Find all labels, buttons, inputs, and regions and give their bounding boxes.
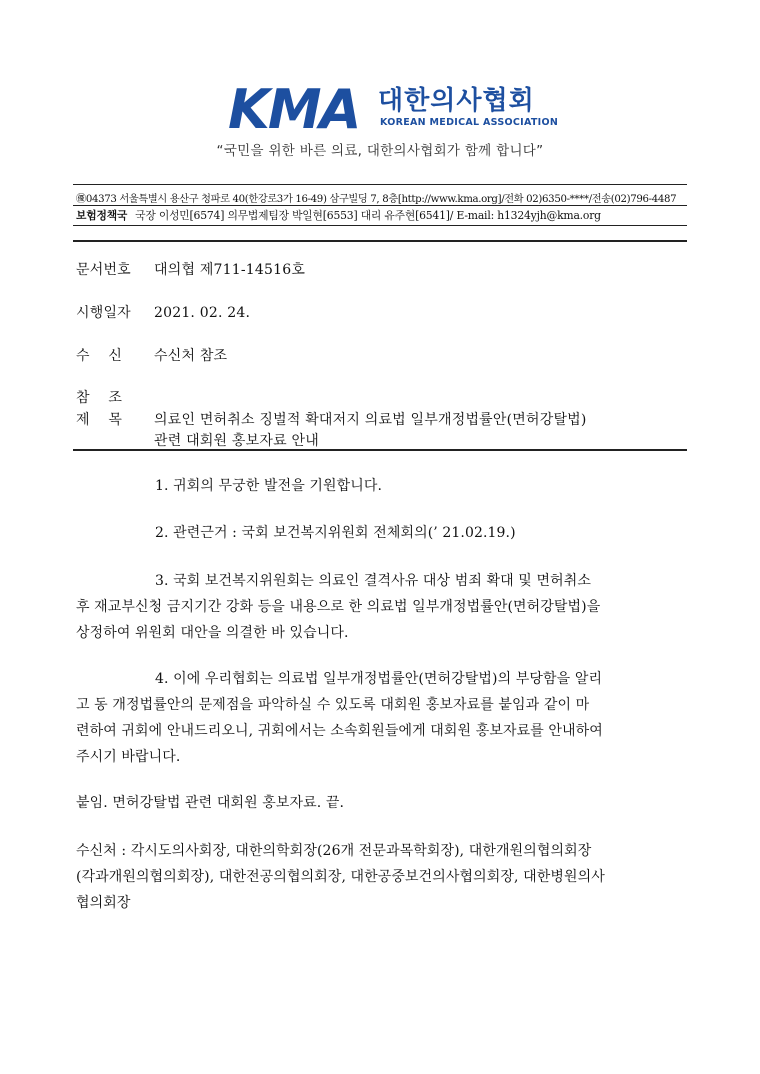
- date-value: 2021. 02. 24.: [154, 305, 251, 321]
- slogan: “국민을 위한 바른 의료, 대한의사협회가 함께 합니다”: [216, 143, 544, 159]
- doc-number-row: [76, 259, 305, 279]
- date-label: 시행일자: [76, 305, 131, 321]
- address-line: ㊝04373 서울특별시 용산구 청파로 40(한강로3가 16-49) 삼구빌딩 7, 8층[http://www.kma.org]/전화 02)6350-****/전송(02)796-4487: [76, 194, 677, 205]
- subject-row: [76, 409, 587, 429]
- recipient-label: 수 신: [76, 348, 123, 364]
- paragraph-4-line-1: 4. 이에 우리협회는 의료법 일부개정법률안(면허강탈법)의 부당함을 알리: [155, 671, 603, 687]
- doc-number-label: 문서번호: [76, 262, 131, 278]
- subject-label: 제 목: [76, 412, 123, 428]
- date-row: [76, 302, 250, 322]
- letterhead-logo: [228, 78, 568, 141]
- subject-line-2: 관련 대회원 홍보자료 안내: [154, 433, 319, 449]
- attachment-note: 붙임. 면허강탈법 관련 대회원 홍보자료. 끝.: [76, 795, 345, 811]
- department-name: 보험정책국: [76, 209, 128, 222]
- recipients-line-2: (각과개원의협의회장), 대한전공의협의회장, 대한공중보건의사협의회장, 대한병원의사: [76, 869, 605, 885]
- contact-line: [76, 208, 688, 223]
- recipient-row: [76, 345, 227, 365]
- paragraph-4-line-2: 고 동 개정법률안의 문제점을 파악하실 수 있도록 대회원 홍보자료를 붙임과 같이 마: [76, 697, 590, 713]
- subject-rule: [73, 449, 687, 451]
- header-thick-rule: [73, 240, 687, 242]
- recipients-line-3: 협의회장: [76, 895, 131, 911]
- org-name-english: KOREAN MEDICAL ASSOCIATION: [380, 117, 559, 128]
- doc-number-value: 대의협 제711-14516호: [154, 262, 306, 278]
- subject-line-1: 의료인 면허취소 징벌적 확대저지 의료법 일부개정법률안(면허강탈법): [154, 412, 587, 428]
- org-name-korean: 대한의사협회: [378, 86, 535, 116]
- paragraph-1: 1. 귀회의 무궁한 발전을 기원합니다.: [155, 478, 383, 494]
- reference-row: [76, 387, 154, 407]
- header-top-rule: [73, 184, 687, 185]
- kma-logo-mark: KMA: [228, 78, 360, 141]
- paragraph-4-line-3: 련하여 귀회에 안내드리오니, 귀회에서는 소속회원들에게 대회원 홍보자료를 안내하여: [76, 723, 603, 739]
- contact-persons: 국장 이성민[6574] 의무법제팀장 박일현[6553] 대리 유주현[6541]/ E-mail: h1324yjh@kma.org: [135, 209, 601, 222]
- paragraph-4-line-4: 주시기 바랍니다.: [76, 749, 181, 765]
- recipient-value: 수신처 참조: [154, 348, 228, 364]
- paragraph-3-line-2: 후 재교부신청 금지기간 강화 등을 내용으로 한 의료법 일부개정법률안(면허강탈법)을: [76, 599, 601, 615]
- header-middle-rule: [73, 205, 687, 206]
- header-bottom-rule: [73, 225, 687, 226]
- recipients-line-1: 수신처 : 각시도의사회장, 대한의학회장(26개 전문과목학회장), 대한개원의협의회장: [76, 843, 592, 859]
- paragraph-2: 2. 관련근거 : 국회 보건복지위원회 전체회의(’ 21.02.19.): [155, 525, 516, 541]
- reference-label: 참 조: [76, 390, 123, 406]
- paragraph-3-line-3: 상정하여 위원회 대안을 의결한 바 있습니다.: [76, 625, 349, 641]
- paragraph-3-line-1: 3. 국회 보건복지위원회는 의료인 결격사유 대상 범죄 확대 및 면허취소: [155, 573, 591, 589]
